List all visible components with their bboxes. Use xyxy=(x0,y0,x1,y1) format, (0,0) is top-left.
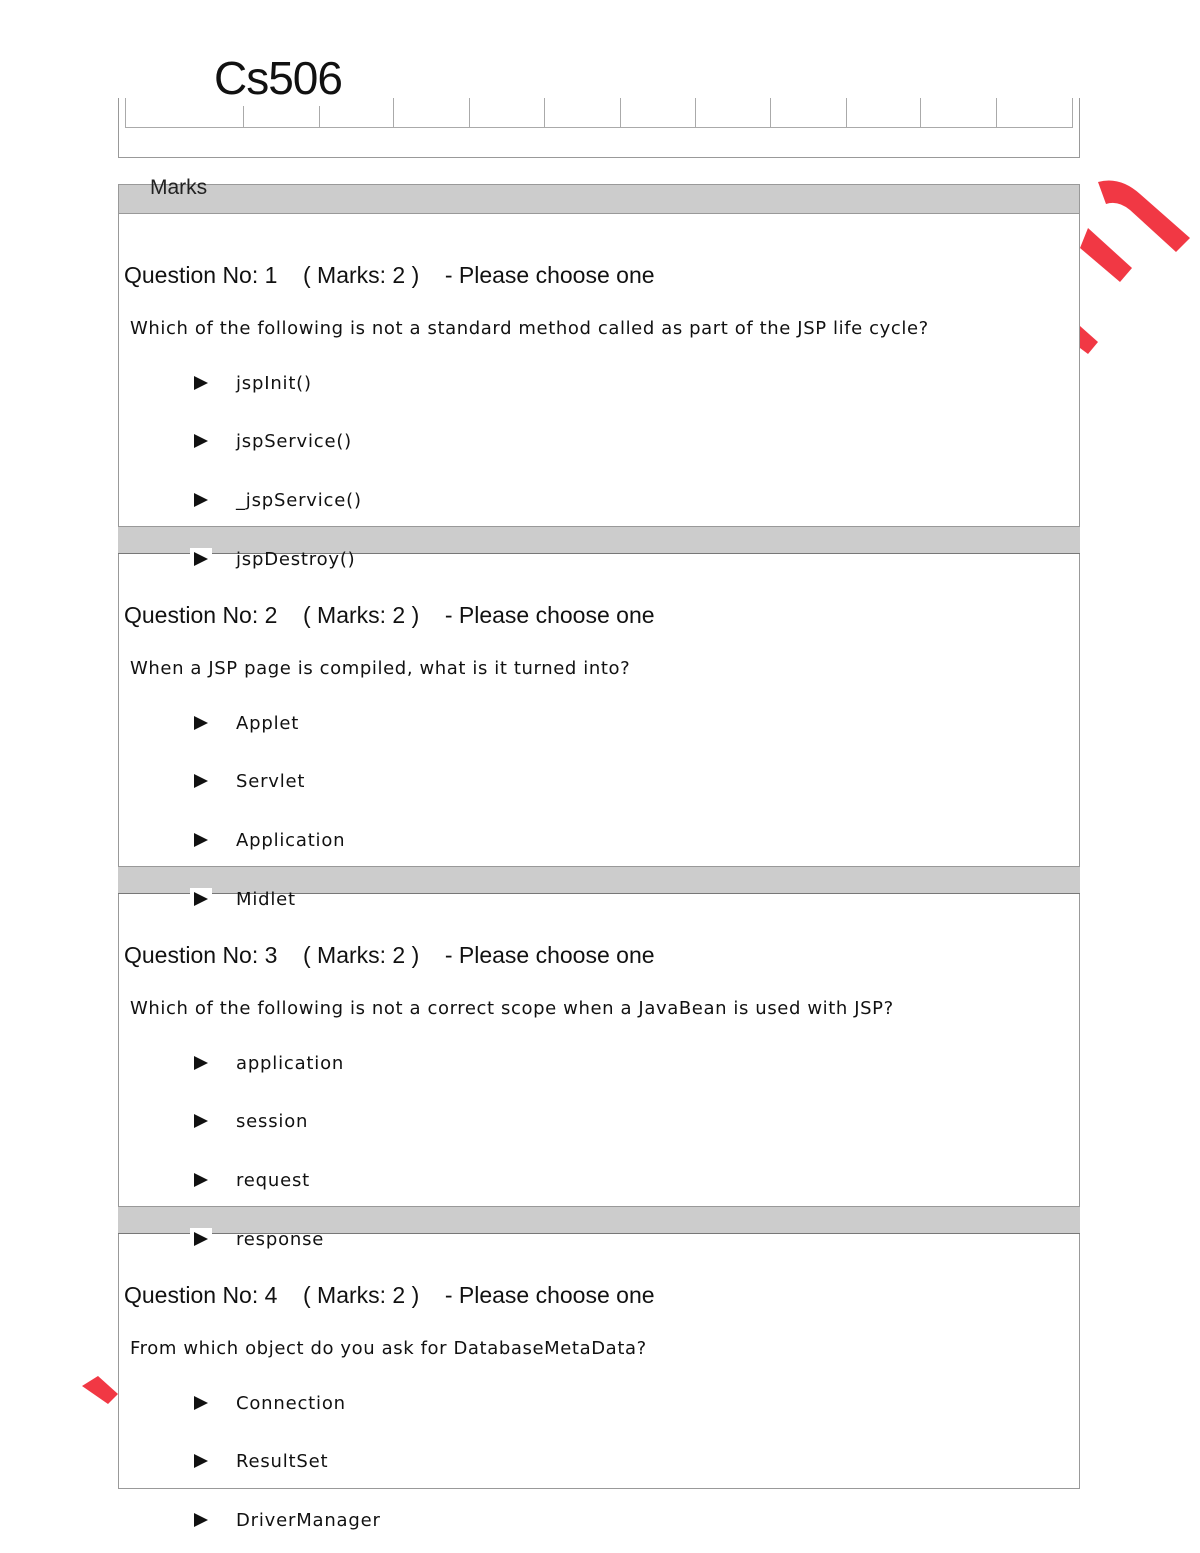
arrow-bullet-icon xyxy=(190,489,212,511)
option-label: jspInit() xyxy=(236,372,312,394)
marks-header-bar xyxy=(118,184,1080,214)
arrow-bullet-icon xyxy=(190,1228,212,1250)
question-number: Question No: 3 xyxy=(124,942,278,968)
grid-cell xyxy=(394,98,470,127)
question-instruction: - Please choose one xyxy=(444,602,655,628)
answer-option[interactable] xyxy=(190,368,312,398)
option-label: jspService() xyxy=(236,430,352,452)
question-marks: ( Marks: 2 ) xyxy=(302,262,420,288)
option-label: jspDestroy() xyxy=(236,548,356,570)
arrow-bullet-icon xyxy=(190,430,212,452)
option-label: application xyxy=(236,1052,345,1074)
option-label: response xyxy=(236,1228,325,1250)
marks-header-label: Marks xyxy=(150,176,208,199)
question-header xyxy=(124,942,655,969)
arrow-bullet-icon xyxy=(190,712,212,734)
option-label: Midlet xyxy=(236,888,296,910)
option-label: _jspService() xyxy=(236,489,362,511)
option-label: ResultSet xyxy=(236,1450,329,1472)
arrow-bullet-icon xyxy=(190,1450,212,1472)
arrow-bullet-icon xyxy=(190,372,212,394)
answer-option[interactable] xyxy=(190,1505,381,1535)
grid-cell xyxy=(847,98,922,127)
answer-option[interactable] xyxy=(190,1165,310,1195)
arrow-bullet-icon xyxy=(190,1052,212,1074)
option-label: Servlet xyxy=(236,770,306,792)
grid-cell xyxy=(621,98,696,127)
question-marks: ( Marks: 2 ) xyxy=(302,1282,420,1308)
question-text: Which of the following is not a correct scope when a JavaBean is used with JSP? xyxy=(130,998,894,1019)
question-number: Question No: 4 xyxy=(124,1282,278,1308)
answer-option[interactable] xyxy=(190,1446,328,1476)
arrow-bullet-icon xyxy=(190,1110,212,1132)
document-title: Cs506 xyxy=(214,52,342,104)
option-label: session xyxy=(236,1110,309,1132)
arrow-bullet-icon xyxy=(190,888,212,910)
watermark-top-right xyxy=(1080,176,1200,376)
question-number: Question No: 1 xyxy=(124,262,278,288)
option-label: Applet xyxy=(236,712,300,734)
question-instruction: - Please choose one xyxy=(444,942,655,968)
question-number: Question No: 2 xyxy=(124,602,278,628)
arrow-bullet-icon xyxy=(190,548,212,570)
answer-option[interactable] xyxy=(190,1106,308,1136)
answer-option[interactable] xyxy=(190,426,352,456)
question-instruction: - Please choose one xyxy=(444,1282,655,1308)
option-label: request xyxy=(236,1169,311,1191)
grid-cell xyxy=(470,98,545,127)
option-label: Connection xyxy=(236,1392,346,1414)
answer-option[interactable] xyxy=(190,708,299,738)
grid-cell xyxy=(545,98,621,127)
grid-cell xyxy=(997,98,1072,127)
answer-option[interactable] xyxy=(190,766,305,796)
question-header xyxy=(124,1282,655,1309)
answer-option[interactable] xyxy=(190,485,362,515)
grid-cell xyxy=(696,98,771,127)
arrow-bullet-icon xyxy=(190,829,212,851)
arrow-bullet-icon xyxy=(190,1392,212,1414)
top-grid-frame xyxy=(118,98,1080,158)
answer-option[interactable] xyxy=(190,1224,324,1254)
question-marks: ( Marks: 2 ) xyxy=(302,942,420,968)
question-instruction: - Please choose one xyxy=(444,262,655,288)
question-marks: ( Marks: 2 ) xyxy=(302,602,420,628)
arrow-bullet-icon xyxy=(190,1509,212,1531)
question-text: Which of the following is not a standard method called as part of the JSP life cycle? xyxy=(130,318,929,339)
answer-option[interactable] xyxy=(190,1388,346,1418)
answer-option[interactable] xyxy=(190,884,296,914)
answer-option[interactable] xyxy=(190,544,356,574)
question-text: When a JSP page is compiled, what is it turned into? xyxy=(130,658,631,679)
grid-cell xyxy=(771,98,847,127)
question-header xyxy=(124,262,655,289)
question-header xyxy=(124,602,655,629)
answer-option[interactable] xyxy=(190,1048,344,1078)
option-label: Application xyxy=(236,829,346,851)
watermark-bottom-left xyxy=(78,1372,118,1412)
grid-cell xyxy=(921,98,997,127)
arrow-bullet-icon xyxy=(190,1169,212,1191)
arrow-bullet-icon xyxy=(190,770,212,792)
option-label: DriverManager xyxy=(236,1509,381,1531)
answer-option[interactable] xyxy=(190,825,345,855)
question-text: From which object do you ask for DatabaseMetaData? xyxy=(130,1338,647,1359)
